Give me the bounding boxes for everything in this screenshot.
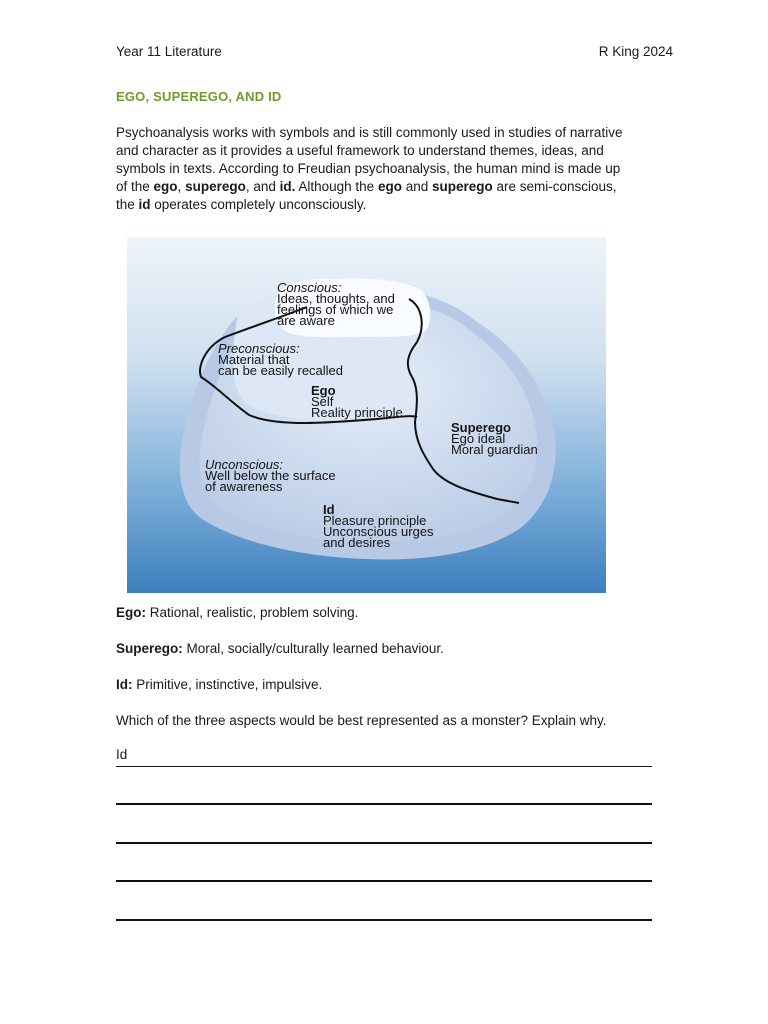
intro-text: of the — [116, 179, 154, 194]
answer-line[interactable] — [116, 803, 652, 805]
header-author-year: R King 2024 — [598, 44, 673, 59]
intro-text: Although the — [295, 179, 378, 194]
term-id: id. — [279, 179, 296, 194]
conscious-line: feelings of which we — [277, 302, 394, 317]
definition-ego — [116, 605, 358, 620]
conscious-line: Ideas, thoughts, and — [277, 291, 395, 306]
definition-term: Superego: — [116, 641, 183, 656]
preconscious-heading: Preconscious: — [218, 341, 300, 356]
superego-line: Moral guardian — [451, 442, 538, 457]
intro-text: operates completely unconsciously. — [150, 197, 367, 212]
conscious-line: are aware — [277, 313, 335, 328]
iceberg-diagram — [127, 237, 606, 593]
term-id: id — [138, 197, 151, 212]
section-title: EGO, SUPEREGO, AND ID — [116, 89, 282, 104]
answer-line[interactable] — [116, 842, 652, 844]
preconscious-line: can be easily recalled — [218, 363, 344, 378]
definition-text: Primitive, instinctive, impulsive. — [132, 677, 323, 692]
ego-line: Self — [311, 394, 334, 409]
intro-line: and character as it provides a useful framework to understand themes, ideas, and — [116, 143, 604, 158]
term-ego: ego — [377, 179, 402, 194]
intro-paragraph — [116, 124, 661, 214]
definition-term: Id: — [116, 677, 133, 692]
id-line: Pleasure principle — [323, 513, 427, 528]
header-course: Year 11 Literature — [116, 44, 222, 59]
definition-id — [116, 677, 322, 692]
answer-line[interactable] — [116, 766, 652, 767]
intro-text: and — [401, 179, 432, 194]
definition-term: Ego: — [116, 605, 146, 620]
intro-text: the — [116, 197, 139, 212]
answer-line[interactable] — [116, 880, 652, 882]
definition-text: Moral, socially/culturally learned behaviour. — [182, 641, 444, 656]
term-superego: superego — [431, 179, 493, 194]
conscious-heading: Conscious: — [277, 280, 342, 295]
superego-line: Ego ideal — [451, 431, 506, 446]
intro-text: , — [177, 179, 186, 194]
superego-heading: Superego — [451, 420, 511, 435]
term-ego: ego — [153, 179, 178, 194]
ego-line: Reality principle — [311, 405, 403, 420]
question-prompt: Which of the three aspects would be best represented as a monster? Explain why. — [116, 713, 607, 728]
answer-text[interactable]: Id — [116, 747, 128, 762]
answer-line[interactable] — [116, 919, 652, 921]
unconscious-line: of awareness — [205, 479, 283, 494]
iceberg-svg — [127, 237, 606, 593]
term-superego: superego — [185, 179, 246, 194]
definition-text: Rational, realistic, problem solving. — [146, 605, 359, 620]
id-line: Unconscious urges — [323, 524, 434, 539]
intro-line: Psychoanalysis works with symbols and is still commonly used in studies of narrative — [116, 125, 623, 140]
id-line: and desires — [323, 535, 391, 550]
definition-superego — [116, 641, 444, 656]
ego-heading: Ego — [311, 383, 336, 398]
intro-text: are semi-conscious, — [492, 179, 617, 194]
unconscious-line: Well below the surface — [205, 468, 336, 483]
id-heading: Id — [323, 502, 335, 517]
intro-line: symbols in texts. According to Freudian psychoanalysis, the human mind is made up — [116, 161, 621, 176]
intro-text: , and — [245, 179, 280, 194]
unconscious-heading: Unconscious: — [205, 457, 284, 472]
preconscious-line: Material that — [218, 352, 290, 367]
